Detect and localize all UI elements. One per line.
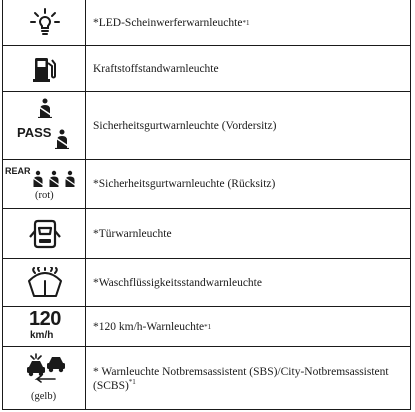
row-label: *Sicherheitsgurtwarnleuchte (Rücksitz) [93,178,276,190]
seatbelt-small-icon [37,98,53,118]
icon-cell [3,46,86,91]
icon-cell [3,347,86,410]
table-row [3,159,410,208]
row-label: *Türwarnleuchte [93,227,172,240]
row-label: Kraftstoffstandwarnleuchte [93,62,219,75]
pass-label: PASS [17,125,52,140]
seatbelt-rear-icon [31,170,77,188]
row-text: *120 km/h-Warnleuchte *1 [93,320,212,333]
row-label-text: * Warnleuchte Notbremsassistent (SBS)/City-Notbremsassistent (SCBS) [93,365,389,392]
washer-fluid-icon [26,267,64,299]
led-headlight-warning-icon [29,7,61,37]
row-text [93,46,404,91]
color-caption: (rot) [35,190,54,201]
row-label: *Waschflüssigkeitsstandwarnleuchte [93,276,262,289]
row-text [93,347,404,410]
table-row [3,45,410,91]
icon-cell [3,92,86,159]
warning-light-table [2,0,411,410]
color-caption: (gelb) [31,391,57,402]
seatbelt-front-icon [54,129,70,149]
rear-label: REAR [5,166,31,176]
speed-unit: km/h [30,330,54,341]
speed-number: 120 [29,308,61,330]
table-row [3,306,410,346]
icon-cell [3,307,86,346]
icon-cell [3,160,86,208]
brake-support-icon [25,353,67,385]
row-label [93,365,404,393]
row-label: *LED-Scheinwerferwarnleuchte [93,16,243,29]
table-row [3,0,410,45]
row-text [93,259,404,306]
fuel-pump-icon [33,55,57,83]
table-row [3,258,410,306]
footnote-mark: *1 [128,377,136,386]
icon-cell [3,259,86,306]
door-open-icon [29,218,61,250]
table-row [3,208,410,258]
row-label: Sicherheitsgurtwarnleuchte (Vordersitz) [93,119,277,132]
icon-cell [3,209,86,258]
row-text: *LED-Scheinwerferwarnleuchte *1 [93,16,250,29]
icon-cell [3,0,86,45]
row-label: *120 km/h-Warnleuchte [93,320,205,333]
table-row [3,91,410,159]
row-text [93,92,404,159]
row-text [93,209,404,258]
row-text [93,160,404,208]
table-row [3,346,410,410]
